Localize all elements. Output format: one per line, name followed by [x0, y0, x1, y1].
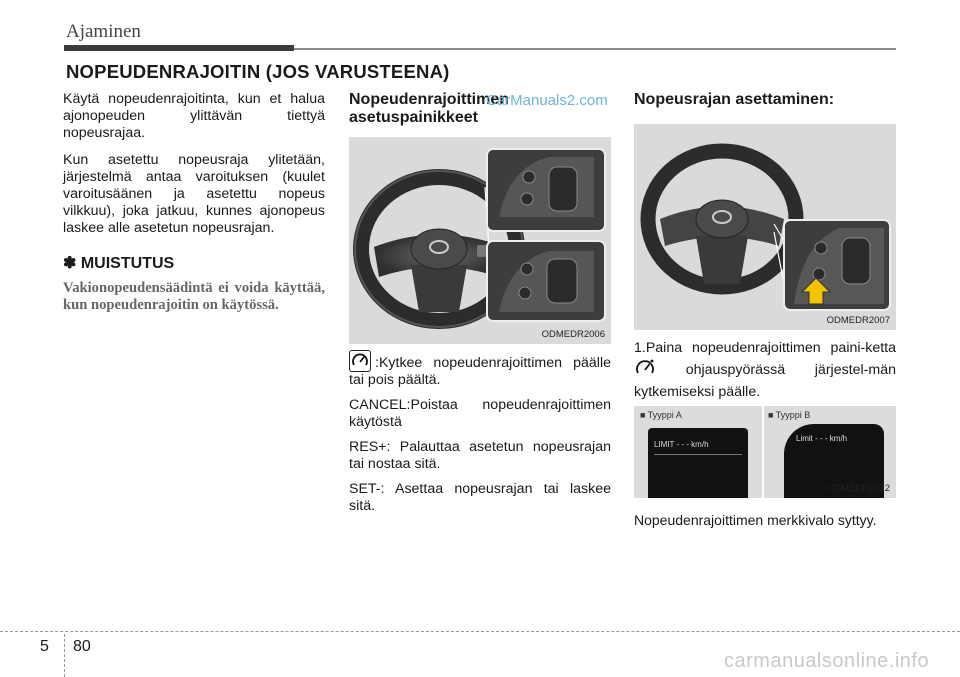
header-bar	[64, 45, 294, 51]
watermark-top: CarManuals2.com	[486, 92, 608, 109]
chapter-number: 5	[40, 638, 49, 655]
setting-heading: Nopeusrajan asettaminen:	[634, 91, 835, 108]
buttons-heading: Nopeudenrajoittimen asetuspainikkeet	[349, 91, 510, 126]
steering-wheel-figure	[349, 137, 611, 344]
buttons-list	[349, 350, 611, 523]
steering-wheel-arrow-figure	[634, 124, 896, 330]
steering-wheel-arrow-illustration	[634, 124, 896, 330]
figure-code: ODMEDR2012	[826, 483, 890, 494]
list-item-key: CANCEL:	[349, 397, 411, 413]
list-item	[349, 439, 611, 473]
list-item-text: :Kytkee nopeudenrajoittimen päälle tai pois päältä.	[349, 355, 611, 388]
section-title: NOPEUDENRAJOITIN (JOS VARUSTEENA)	[66, 61, 450, 82]
chapter-title: Ajaminen	[66, 21, 141, 42]
buttons-inset-bottom	[487, 241, 605, 321]
figure-code: ODMEDR2006	[541, 329, 605, 340]
list-item	[349, 397, 611, 431]
cluster-screen-type-a	[648, 428, 748, 498]
list-item-text: Palauttaa asetetun nopeusrajan tai nostaa sitä.	[349, 439, 611, 472]
limit-indicator-text: Limit - - - km/h	[796, 434, 848, 443]
type-a-label: ■ Tyyppi A	[640, 410, 682, 420]
buttons-inset	[784, 220, 890, 310]
list-item-key: RES+:	[349, 439, 391, 455]
cluster-indicator-figure	[634, 406, 896, 498]
list-item-text: Asettaa nopeusrajan tai laskee sitä.	[349, 481, 611, 514]
panel-divider	[762, 406, 764, 498]
note-body: Vakionopeudensäädintä ei voida käyttää, kun nopeudenrajoitin on käytössä.	[63, 280, 325, 313]
speed-limiter-switch-icon	[634, 357, 656, 384]
speed-limiter-switch-icon	[349, 350, 371, 372]
header-rule	[294, 48, 896, 50]
step-text-prefix: 1.Paina nopeudenrajoittimen paini-ketta	[634, 340, 896, 356]
list-item-key: SET-:	[349, 481, 385, 497]
buttons-inset-top	[487, 149, 605, 231]
intro-paragraph-2: Kun asetettu nopeusraja ylitetään, järjestelmä antaa varoituksen (kuulet varoitusäänen ja asetettu nopeus vilkkuu), joka jatkuu, kunnes ajonopeus laskee alle asetetun nopeusrajan.	[63, 152, 325, 236]
page-number: 80	[73, 638, 91, 655]
figure-code: ODMEDR2007	[826, 315, 890, 326]
list-item	[349, 481, 611, 515]
watermark-bottom: carmanualsonline.info	[724, 650, 930, 672]
limit-indicator-text: LIMIT - - - km/h	[654, 440, 709, 449]
indicator-text: Nopeudenrajoittimen merkkivalo syttyy.	[634, 512, 877, 528]
list-item-text: Poistaa nopeudenrajoittimen käytöstä	[349, 397, 611, 430]
step-text-suffix: ohjauspyörässä järjestel-män kytkemiseksi päälle.	[634, 362, 896, 400]
intro-paragraph-1: Käytä nopeudenrajoitinta, kun et halua ajonopeuden ylittävän tiettyä nopeusrajaa.	[63, 91, 325, 141]
intro-column	[63, 91, 325, 314]
list-item	[349, 350, 611, 389]
footer-divider	[64, 634, 65, 677]
footer-rule	[0, 631, 960, 632]
setting-step-1	[634, 340, 896, 401]
note-title: ✽ MUISTUTUS	[63, 255, 175, 272]
type-b-label: ■ Tyyppi B	[768, 410, 811, 420]
steering-wheel-illustration	[349, 137, 611, 344]
